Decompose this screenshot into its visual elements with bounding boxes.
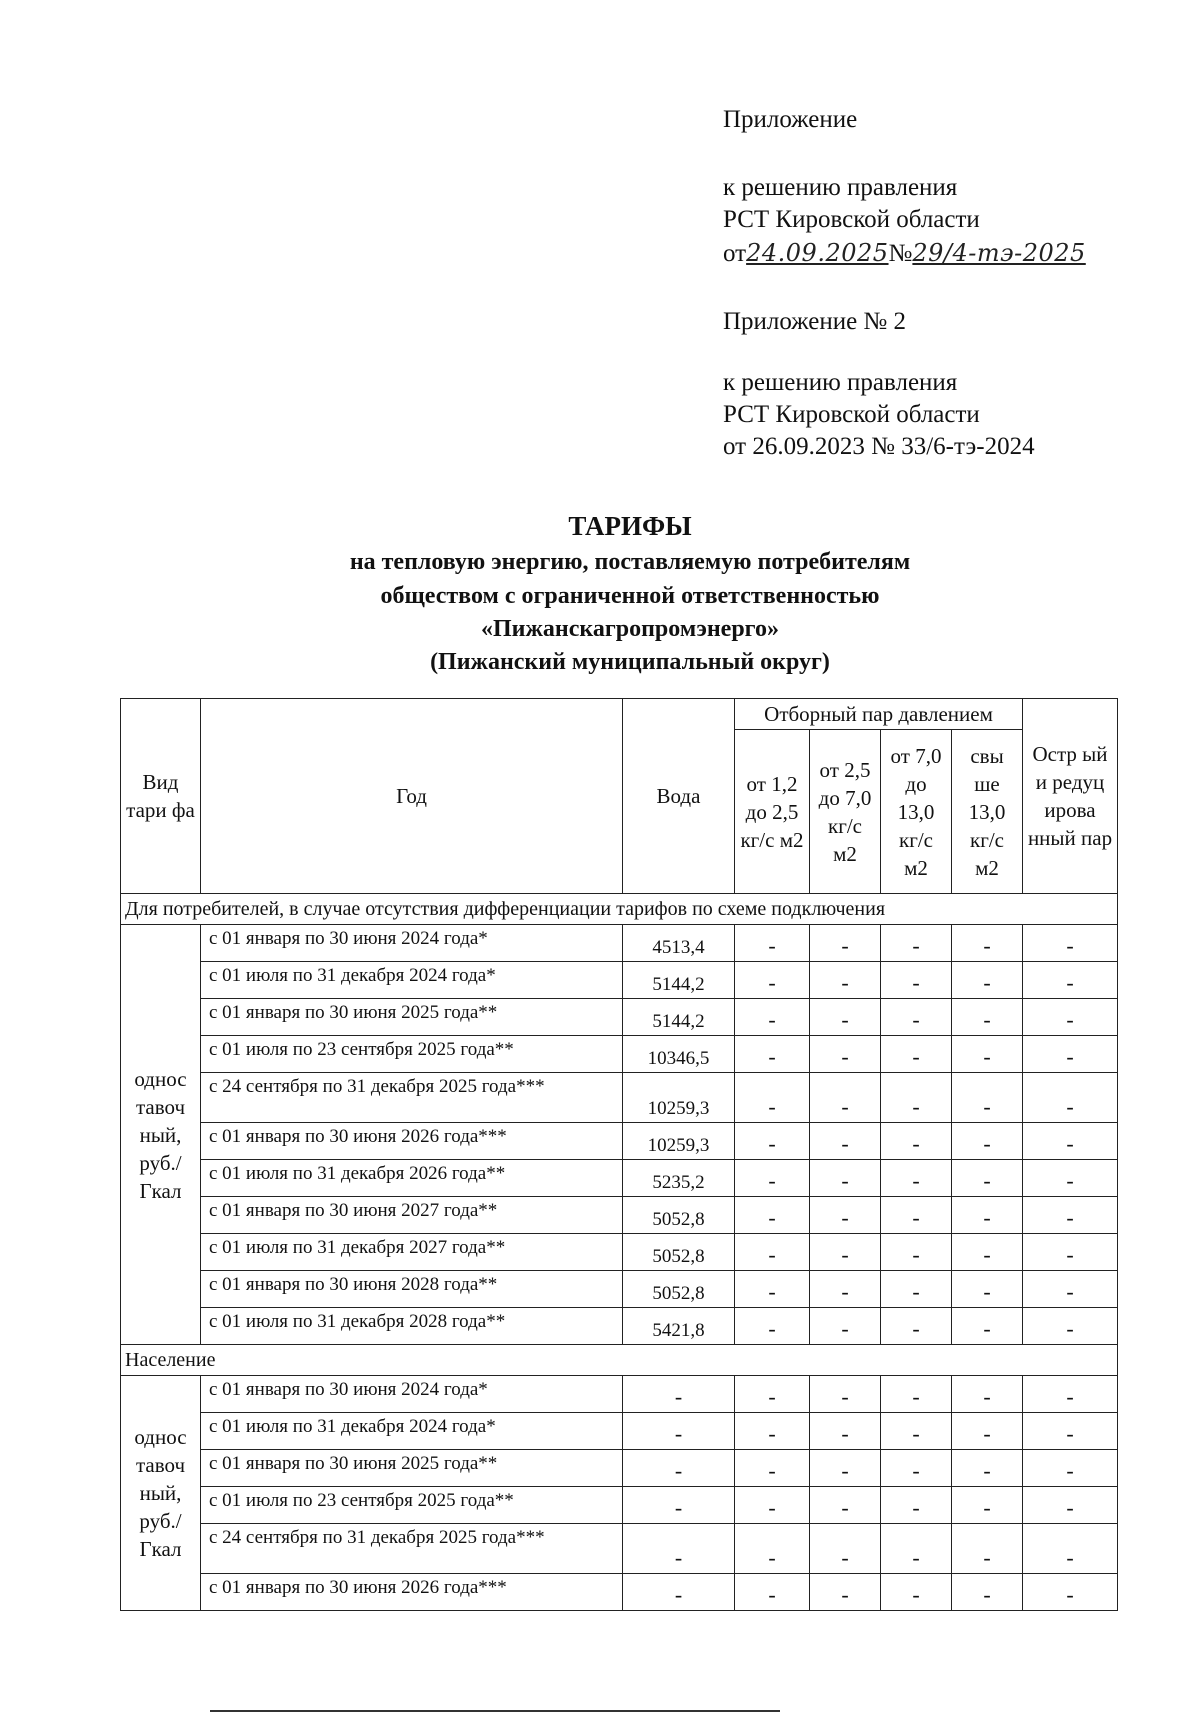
section-row-general: [121, 894, 1118, 925]
period-cell: с 01 января по 30 июня 2025 года**: [201, 999, 623, 1036]
steam-value-cell: -: [810, 1487, 881, 1524]
water-value-cell: -: [623, 1413, 735, 1450]
table-row: [121, 1197, 1118, 1234]
period-cell: с 01 июля по 31 декабря 2026 года**: [201, 1160, 623, 1197]
steam-value-cell: -: [881, 1123, 952, 1160]
steam-value-cell: -: [881, 1487, 952, 1524]
steam-value-cell: -: [881, 1234, 952, 1271]
steam-value-cell: -: [810, 1413, 881, 1450]
header-pressure-4: свы ше 13,0 кг/с м2: [952, 730, 1023, 894]
header-steam-group: Отборный пар давлением: [735, 699, 1023, 730]
period-cell: с 24 сентября по 31 декабря 2025 года***: [201, 1073, 623, 1123]
period-cell: с 01 января по 30 июня 2027 года**: [201, 1197, 623, 1234]
steam-value-cell: -: [1023, 925, 1118, 962]
steam-value-cell: -: [881, 999, 952, 1036]
steam-value-cell: -: [810, 1234, 881, 1271]
steam-value-cell: -: [810, 1376, 881, 1413]
header-year: Год: [201, 699, 623, 894]
steam-value-cell: -: [810, 1308, 881, 1345]
table-row: [121, 1574, 1118, 1611]
steam-value-cell: -: [735, 925, 810, 962]
steam-value-cell: -: [810, 1450, 881, 1487]
steam-value-cell: -: [810, 962, 881, 999]
steam-value-cell: -: [881, 1574, 952, 1611]
steam-value-cell: -: [1023, 1123, 1118, 1160]
steam-value-cell: -: [1023, 1413, 1118, 1450]
steam-value-cell: -: [1023, 962, 1118, 999]
period-cell: с 01 января по 30 июня 2026 года***: [201, 1123, 623, 1160]
steam-value-cell: -: [1023, 1574, 1118, 1611]
steam-value-cell: -: [810, 1123, 881, 1160]
steam-value-cell: -: [735, 1450, 810, 1487]
tariff-table: [120, 698, 1118, 1611]
steam-value-cell: -: [810, 1197, 881, 1234]
title-line-3: обществом с ограниченной ответственностью: [380, 583, 880, 609]
header-pressure-3: от 7,0 до 13,0 кг/с м2: [881, 730, 952, 894]
steam-value-cell: -: [881, 1197, 952, 1234]
steam-value-cell: -: [735, 962, 810, 999]
steam-value-cell: -: [952, 1524, 1023, 1574]
table-row: [121, 1524, 1118, 1574]
steam-value-cell: -: [952, 1197, 1023, 1234]
steam-value-cell: -: [735, 1487, 810, 1524]
title-line-2: на тепловую энергию, поставляемую потребителям: [349, 549, 911, 575]
water-value-cell: 5052,8: [623, 1271, 735, 1308]
steam-value-cell: -: [810, 1524, 881, 1574]
handwritten-number: 29/4-тэ-2025: [912, 239, 1086, 267]
steam-value-cell: -: [952, 1450, 1023, 1487]
header-water: Вода: [623, 699, 735, 894]
title-line-5: (Пижанский муниципальный округ): [430, 649, 830, 675]
steam-value-cell: -: [735, 1036, 810, 1073]
water-value-cell: -: [623, 1574, 735, 1611]
steam-value-cell: -: [735, 1574, 810, 1611]
table-row: [121, 999, 1118, 1036]
steam-value-cell: -: [1023, 1036, 1118, 1073]
steam-value-cell: -: [735, 1271, 810, 1308]
steam-value-cell: -: [952, 1487, 1023, 1524]
steam-value-cell: -: [952, 1308, 1023, 1345]
steam-value-cell: -: [810, 1271, 881, 1308]
steam-value-cell: -: [1023, 1487, 1118, 1524]
steam-value-cell: -: [1023, 1197, 1118, 1234]
table-row: [121, 1413, 1118, 1450]
steam-value-cell: -: [881, 1413, 952, 1450]
document-title: ТАРИФЫ: [568, 511, 692, 541]
steam-value-cell: -: [1023, 1271, 1118, 1308]
steam-value-cell: -: [952, 1376, 1023, 1413]
section-label: Население: [121, 1345, 1118, 1376]
table-row: [121, 1073, 1118, 1123]
steam-value-cell: -: [735, 1413, 810, 1450]
table-row: [121, 1234, 1118, 1271]
period-cell: с 01 января по 30 июня 2024 года*: [201, 925, 623, 962]
period-cell: с 01 января по 30 июня 2026 года***: [201, 1574, 623, 1611]
steam-value-cell: -: [810, 1073, 881, 1123]
steam-value-cell: -: [952, 1413, 1023, 1450]
title-line-4: «Пижанскагропромэнерго»: [481, 616, 779, 642]
decision2-line-3: от 26.09.2023 № 33/6-тэ-2024: [723, 433, 1035, 460]
water-value-cell: 5144,2: [623, 999, 735, 1036]
period-cell: с 24 сентября по 31 декабря 2025 года***: [201, 1524, 623, 1574]
table-row: [121, 1036, 1118, 1073]
steam-value-cell: -: [881, 1308, 952, 1345]
water-value-cell: 5052,8: [623, 1234, 735, 1271]
steam-value-cell: -: [735, 1160, 810, 1197]
steam-value-cell: -: [881, 1036, 952, 1073]
steam-value-cell: -: [881, 925, 952, 962]
steam-value-cell: -: [735, 999, 810, 1036]
decision2-line-1: к решению правления: [723, 369, 958, 396]
water-value-cell: -: [623, 1487, 735, 1524]
steam-value-cell: -: [735, 1073, 810, 1123]
steam-value-cell: -: [881, 1524, 952, 1574]
steam-value-cell: -: [952, 999, 1023, 1036]
steam-value-cell: -: [952, 962, 1023, 999]
population-rows: [121, 1376, 1118, 1611]
table-row: [121, 1160, 1118, 1197]
table-row: [121, 925, 1118, 962]
steam-value-cell: -: [810, 925, 881, 962]
steam-value-cell: -: [1023, 1308, 1118, 1345]
table-row: [121, 1450, 1118, 1487]
period-cell: с 01 июля по 23 сентября 2025 года**: [201, 1487, 623, 1524]
steam-value-cell: -: [881, 1450, 952, 1487]
table-row: [121, 1123, 1118, 1160]
header-sharp-steam: Остр ый и редуц ирова нный пар: [1023, 699, 1118, 894]
period-cell: с 01 января по 30 июня 2025 года**: [201, 1450, 623, 1487]
water-value-cell: 10346,5: [623, 1036, 735, 1073]
water-value-cell: 5421,8: [623, 1308, 735, 1345]
steam-value-cell: -: [810, 1036, 881, 1073]
general-rows: [121, 925, 1118, 1345]
steam-value-cell: -: [952, 1073, 1023, 1123]
water-value-cell: 4513,4: [623, 925, 735, 962]
number-sign: №: [888, 240, 913, 267]
steam-value-cell: -: [1023, 1524, 1118, 1574]
tariff-kind-cell: однос тавоч ный, руб./ Гкал: [121, 1376, 201, 1611]
header-pressure-1: от 1,2 до 2,5 кг/с м2: [735, 730, 810, 894]
steam-value-cell: -: [735, 1234, 810, 1271]
steam-value-cell: -: [1023, 1376, 1118, 1413]
table-row: [121, 1271, 1118, 1308]
steam-value-cell: -: [952, 925, 1023, 962]
period-cell: с 01 января по 30 июня 2024 года*: [201, 1376, 623, 1413]
steam-value-cell: -: [952, 1160, 1023, 1197]
section-row-population: [121, 1345, 1118, 1376]
decision-line-2: РСТ Кировской области: [723, 206, 980, 233]
steam-value-cell: -: [735, 1376, 810, 1413]
period-cell: с 01 июля по 31 декабря 2024 года*: [201, 1413, 623, 1450]
steam-value-cell: -: [1023, 1450, 1118, 1487]
water-value-cell: 5052,8: [623, 1197, 735, 1234]
steam-value-cell: -: [1023, 1234, 1118, 1271]
water-value-cell: 5144,2: [623, 962, 735, 999]
steam-value-cell: -: [810, 1574, 881, 1611]
steam-value-cell: -: [952, 1036, 1023, 1073]
tariff-kind-cell: однос тавоч ный, руб./ Гкал: [121, 925, 201, 1345]
header-kind: Вид тари фа: [121, 699, 201, 894]
decision-date-line: [723, 237, 1086, 270]
steam-value-cell: -: [1023, 999, 1118, 1036]
steam-value-cell: -: [881, 1073, 952, 1123]
steam-value-cell: -: [952, 1234, 1023, 1271]
section-label: Для потребителей, в случае отсутствия дифференциации тарифов по схеме подключения: [121, 894, 1118, 925]
decision-line-1: к решению правления: [723, 174, 958, 201]
date-prefix: от: [723, 240, 747, 267]
table-header-row-1: [121, 699, 1118, 730]
water-value-cell: 10259,3: [623, 1073, 735, 1123]
annex-2-label: Приложение № 2: [723, 308, 907, 335]
water-value-cell: 5235,2: [623, 1160, 735, 1197]
steam-value-cell: -: [952, 1123, 1023, 1160]
steam-value-cell: -: [881, 1271, 952, 1308]
steam-value-cell: -: [881, 962, 952, 999]
water-value-cell: -: [623, 1450, 735, 1487]
water-value-cell: -: [623, 1524, 735, 1574]
footer-divider: [210, 1710, 780, 1712]
period-cell: с 01 июля по 31 декабря 2027 года**: [201, 1234, 623, 1271]
steam-value-cell: -: [810, 999, 881, 1036]
decision2-line-2: РСТ Кировской области: [723, 401, 980, 428]
table-row: [121, 1308, 1118, 1345]
water-value-cell: 10259,3: [623, 1123, 735, 1160]
steam-value-cell: -: [735, 1197, 810, 1234]
table-row: [121, 962, 1118, 999]
water-value-cell: -: [623, 1376, 735, 1413]
steam-value-cell: -: [1023, 1160, 1118, 1197]
table-row: [121, 1376, 1118, 1413]
steam-value-cell: -: [735, 1524, 810, 1574]
steam-value-cell: -: [952, 1271, 1023, 1308]
steam-value-cell: -: [735, 1123, 810, 1160]
steam-value-cell: -: [1023, 1073, 1118, 1123]
steam-value-cell: -: [735, 1308, 810, 1345]
table-row: [121, 1487, 1118, 1524]
period-cell: с 01 июля по 23 сентября 2025 года**: [201, 1036, 623, 1073]
period-cell: с 01 января по 30 июня 2028 года**: [201, 1271, 623, 1308]
steam-value-cell: -: [881, 1160, 952, 1197]
annex-label: Приложение: [723, 106, 858, 133]
steam-value-cell: -: [952, 1574, 1023, 1611]
steam-value-cell: -: [810, 1160, 881, 1197]
steam-value-cell: -: [881, 1376, 952, 1413]
handwritten-date: 24.09.2025: [746, 239, 889, 267]
period-cell: с 01 июля по 31 декабря 2028 года**: [201, 1308, 623, 1345]
period-cell: с 01 июля по 31 декабря 2024 года*: [201, 962, 623, 999]
header-pressure-2: от 2,5 до 7,0 кг/с м2: [810, 730, 881, 894]
